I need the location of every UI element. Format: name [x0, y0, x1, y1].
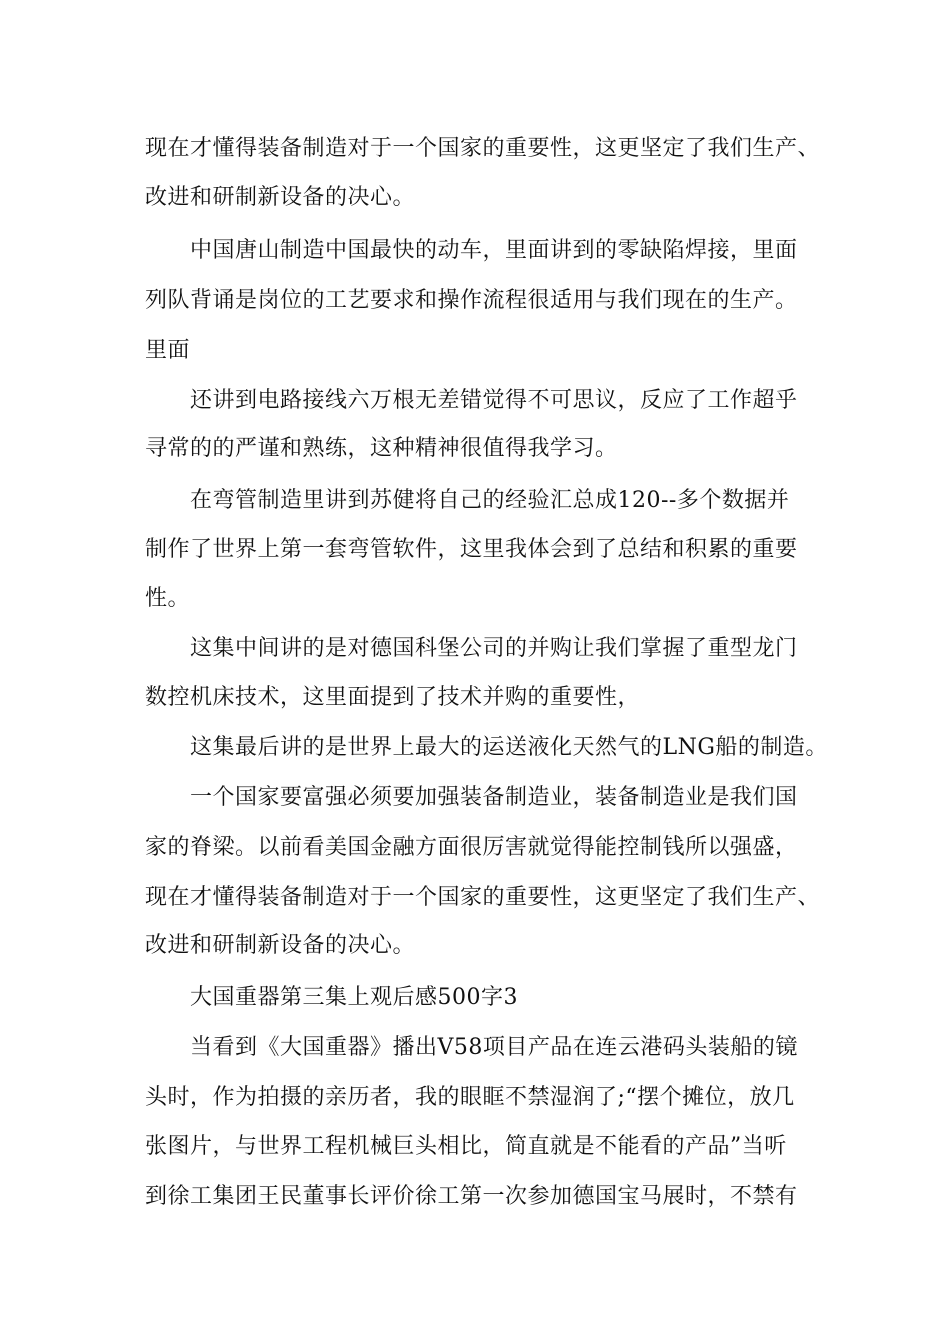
- section-heading: 大国重器第三集上观后感500字3: [190, 985, 518, 1010]
- text-line: 还讲到电路接线六万根无差错觉得不可思议，反应了工作超乎: [190, 388, 798, 413]
- text-line: 张图片，与世界工程机械巨头相比，简直就是不能看的产品”当听: [145, 1134, 787, 1159]
- text-line: 当看到《大国重器》播出V58项目产品在连云港码头装船的镜: [190, 1035, 798, 1060]
- text-line: 寻常的的严谨和熟练，这种精神很值得我学习。: [145, 436, 618, 461]
- text-line: 列队背诵是岗位的工艺要求和操作流程很适用与我们现在的生产。: [145, 288, 798, 313]
- text-line: 里面: [145, 338, 191, 363]
- text-line: 在弯管制造里讲到苏健将自己的经验汇总成120--多个数据并: [190, 488, 790, 513]
- text-line: 到徐工集团王民董事长评价徐工第一次参加德国宝马展时，不禁有: [145, 1184, 798, 1209]
- text-line: 家的脊梁。以前看美国金融方面很厉害就觉得能控制钱所以强盛，: [145, 835, 798, 860]
- text-line: 这集中间讲的是对德国科堡公司的并购让我们掌握了重型龙门: [190, 636, 798, 661]
- text-line: 这集最后讲的是世界上最大的运送液化天然气的LNG船的制造。: [190, 735, 828, 760]
- text-line: 性。: [145, 586, 191, 611]
- text-line: 制作了世界上第一套弯管软件，这里我体会到了总结和积累的重要: [145, 537, 798, 562]
- text-line: 现在才懂得装备制造对于一个国家的重要性，这更坚定了我们生产、: [145, 885, 821, 910]
- text-line: 中国唐山制造中国最快的动车，里面讲到的零缺陷焊接，里面: [190, 238, 798, 263]
- text-line: 一个国家要富强必须要加强装备制造业，装备制造业是我们国: [190, 785, 798, 810]
- text-line: 现在才懂得装备制造对于一个国家的重要性，这更坚定了我们生产、: [145, 136, 821, 161]
- text-line: 数控机床技术，这里面提到了技术并购的重要性，: [145, 685, 641, 710]
- text-line: 改进和研制新设备的决心。: [145, 933, 416, 958]
- text-line: 头时，作为拍摄的亲历者，我的眼眶不禁湿润了;“摆个摊位，放几: [145, 1085, 795, 1110]
- text-line: 改进和研制新设备的决心。: [145, 185, 416, 210]
